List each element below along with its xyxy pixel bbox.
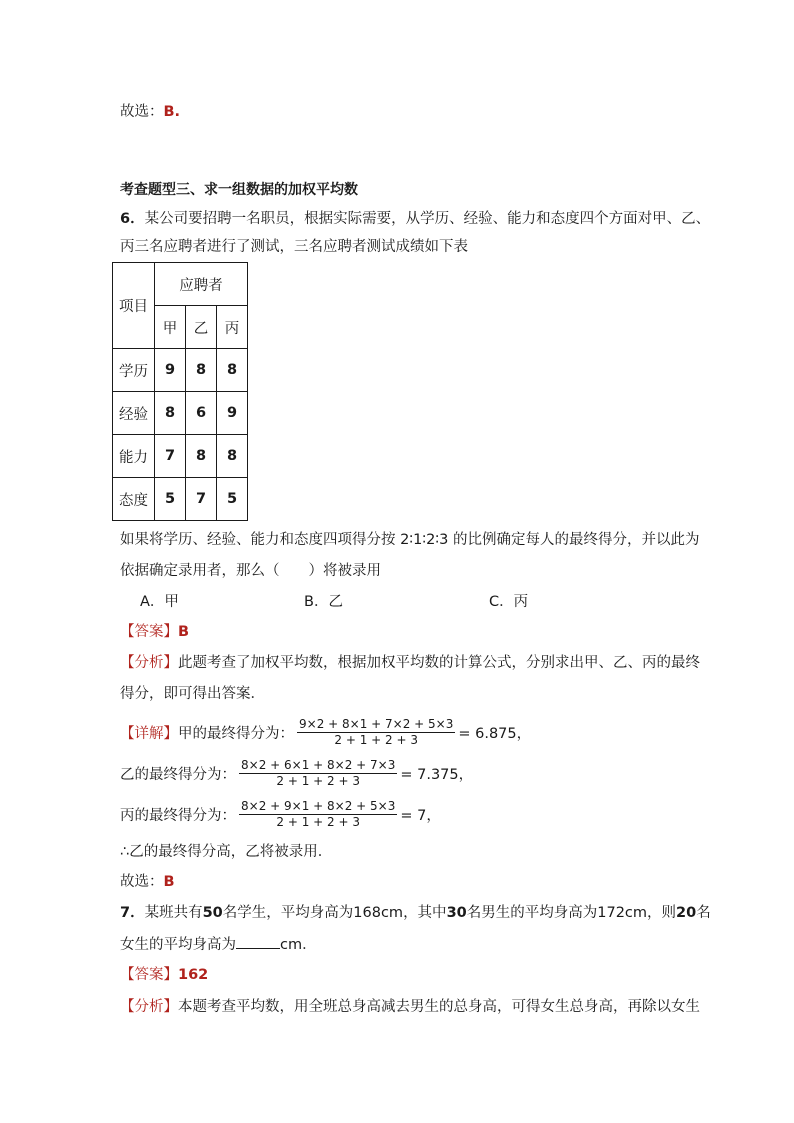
table-header-group: 应聘者 <box>155 263 248 306</box>
row-item: 学历 <box>113 349 155 392</box>
answer-label: 【答案】 <box>120 624 178 640</box>
section-title: 考查题型三、求一组数据的加权平均数 <box>120 182 358 198</box>
score-cell: 8 <box>217 349 248 392</box>
calc-prefix: 乙的最终得分为： <box>120 766 236 783</box>
calc-result: = 6.875， <box>458 725 532 742</box>
q7-text: ，其中 <box>403 905 447 921</box>
q7-analysis-line1 <box>120 997 700 1017</box>
q7-avg-total: 168cm <box>353 905 404 921</box>
row-item: 能力 <box>113 435 155 478</box>
final-label: 故选： <box>120 874 164 890</box>
table-row <box>113 392 248 435</box>
score-cell: 8 <box>186 435 217 478</box>
fraction-denominator: 2 + 1 + 2 + 3 <box>276 773 360 788</box>
table-header-candidate: 乙 <box>186 306 217 349</box>
option-a: A．甲 <box>140 594 179 610</box>
table-row <box>113 349 248 392</box>
q6-analysis-line1 <box>120 653 700 673</box>
q6-stem-text1: 某公司要招聘一名职员，根据实际需要，从学历、经验、能力和态度四个方面对甲、乙、 <box>144 211 711 227</box>
answer-blank <box>236 934 280 949</box>
q7-text: ，则 <box>647 905 677 921</box>
q7-text: 某班共有 <box>144 905 203 921</box>
score-cell: 8 <box>155 392 186 435</box>
q7-answer <box>120 965 208 985</box>
answer-value: 162 <box>178 967 209 983</box>
q7-number: 7． <box>120 905 145 921</box>
q6-analysis-line2: 得分，即可得出答案． <box>120 686 265 702</box>
fraction-denominator: 2 + 1 + 2 + 3 <box>276 814 360 829</box>
fraction-numerator: 9×2 + 8×1 + 7×2 + 5×3 <box>299 716 454 731</box>
fraction <box>297 717 455 748</box>
analysis-label: 【分析】 <box>120 655 178 671</box>
q7-boys-count: 30 <box>446 905 467 921</box>
table-row <box>113 435 248 478</box>
score-cell: 7 <box>155 435 186 478</box>
fraction-denominator: 2 + 1 + 2 + 3 <box>334 732 418 747</box>
q7-avg-boys: 172cm <box>597 905 648 921</box>
score-cell: 5 <box>155 478 186 521</box>
table-header-item: 项目 <box>113 263 155 349</box>
score-cell: 7 <box>186 478 217 521</box>
score-cell: 8 <box>186 349 217 392</box>
q6-stem-line1 <box>120 209 710 229</box>
q6-conclusion: ∴乙的最终得分高，乙将被录用． <box>120 844 333 860</box>
q7-total-count: 50 <box>202 905 223 921</box>
q7-stem-line1 <box>120 903 711 923</box>
calc-row <box>120 794 441 834</box>
detail-label: 【详解】 <box>120 725 178 742</box>
q6-cont-line1: 如果将学历、经验、能力和态度四项得分按 2∶1∶2∶3 的比例确定每人的最终得分，并以此为 <box>120 532 700 548</box>
q7-unit: cm． <box>280 937 317 953</box>
answer-value: B <box>178 624 190 640</box>
q6-stem-line2: 丙三名应聘者进行了测试，三名应聘者测试成绩如下表 <box>120 239 468 255</box>
final-value: B <box>163 874 175 890</box>
q7-text: 名男生的平均身高为 <box>466 905 598 921</box>
table-row <box>113 478 248 521</box>
fraction-numerator: 8×2 + 6×1 + 8×2 + 7×3 <box>241 757 396 772</box>
q6-final <box>120 872 175 892</box>
score-cell: 5 <box>217 478 248 521</box>
row-item: 态度 <box>113 478 155 521</box>
score-cell: 9 <box>155 349 186 392</box>
calc-result: = 7， <box>400 807 441 824</box>
fraction <box>239 758 397 789</box>
option-b: B．乙 <box>304 594 343 610</box>
row-item: 经验 <box>113 392 155 435</box>
calc-prefix: 丙的最终得分为： <box>120 807 236 824</box>
q7-girls-count: 20 <box>676 905 697 921</box>
calc-prefix: 甲的最终得分为： <box>178 725 294 742</box>
q7-text: 名学生，平均身高为 <box>222 905 354 921</box>
calc-row <box>120 712 531 752</box>
q7-stem-line2 <box>120 934 317 955</box>
fraction <box>239 799 397 830</box>
q7-text: 名 <box>696 905 711 921</box>
option-c: C．丙 <box>489 594 529 610</box>
calc-row <box>120 753 473 793</box>
score-cell: 9 <box>217 392 248 435</box>
answer-label: 【答案】 <box>120 967 178 983</box>
q6-cont-line2: 依据确定录用者，那么（ ）将被录用 <box>120 563 381 579</box>
analysis-text: 本题考查平均数，用全班总身高减去男生的总身高，可得女生总身高，再除以女生 <box>178 999 700 1015</box>
score-table <box>112 262 248 521</box>
analysis-label: 【分析】 <box>120 999 178 1015</box>
score-cell: 6 <box>186 392 217 435</box>
prev-answer-label: 故选： <box>120 104 164 120</box>
q7-text: 女生的平均身高为 <box>120 937 236 953</box>
prev-answer-value: B. <box>163 104 181 120</box>
prev-answer <box>120 102 180 122</box>
score-cell: 8 <box>217 435 248 478</box>
table-header-candidate: 丙 <box>217 306 248 349</box>
table-header-candidate: 甲 <box>155 306 186 349</box>
analysis-text: 此题考查了加权平均数，根据加权平均数的计算公式，分别求出甲、乙、丙的最终 <box>178 655 700 671</box>
q6-number: 6． <box>120 211 145 227</box>
fraction-numerator: 8×2 + 9×1 + 8×2 + 5×3 <box>241 798 396 813</box>
calc-result: = 7.375， <box>400 766 474 783</box>
q6-answer <box>120 622 189 642</box>
